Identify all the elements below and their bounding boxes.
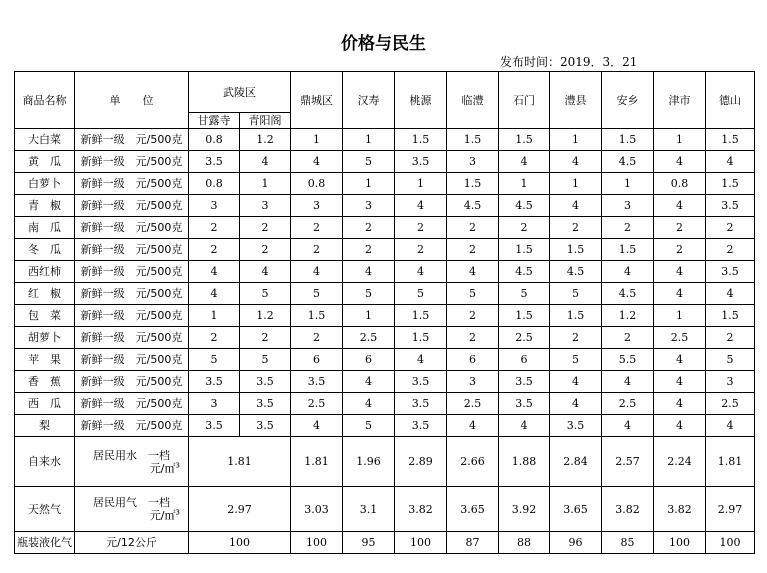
price-cell: 5 (343, 151, 395, 173)
price-cell: 4 (447, 415, 499, 437)
price-cell: 2 (447, 327, 499, 349)
price-cell: 87 (447, 532, 499, 554)
header-region: 临澧 (447, 72, 499, 129)
price-cell: 4.5 (550, 261, 602, 283)
price-cell: 2 (240, 239, 291, 261)
price-cell: 1 (343, 305, 395, 327)
price-cell: 3.5 (395, 415, 447, 437)
price-cell: 1 (550, 173, 602, 195)
header-sub-qingyangge: 青阳阁 (240, 113, 291, 129)
price-cell: 2 (499, 217, 550, 239)
unit-line (75, 462, 188, 475)
price-cell: 3.5 (189, 415, 240, 437)
price-cell: 2 (291, 327, 343, 349)
unit-cell: 新鲜一级 元/500克 (75, 305, 189, 327)
price-cell: 4.5 (499, 195, 550, 217)
table-row (15, 217, 755, 239)
price-cell: 4 (395, 261, 447, 283)
price-cell: 3.1 (343, 487, 395, 532)
unit-cell: 新鲜一级 元/500克 (75, 393, 189, 415)
price-cell: 3 (291, 195, 343, 217)
table-row (15, 487, 755, 532)
price-cell: 1.5 (499, 129, 550, 151)
price-cell: 4 (654, 195, 706, 217)
price-cell: 2 (602, 217, 654, 239)
unit-cell: 新鲜一级 元/500克 (75, 151, 189, 173)
product-name: 自来水 (15, 437, 75, 487)
price-cell: 2 (240, 217, 291, 239)
price-cell: 1.5 (706, 129, 755, 151)
price-table-body (15, 72, 755, 554)
price-cell: 2.57 (602, 437, 654, 487)
price-cell: 5 (189, 349, 240, 371)
price-cell: 4 (550, 393, 602, 415)
unit-cell: 新鲜一级 元/500克 (75, 217, 189, 239)
price-cell: 2 (343, 217, 395, 239)
price-cell: 4 (654, 415, 706, 437)
price-cell: 1 (343, 129, 395, 151)
table-row (15, 327, 755, 349)
unit-cell: 新鲜一级 元/500克 (75, 371, 189, 393)
product-name: 瓶装液化气 (15, 532, 75, 554)
unit-cell: 新鲜一级 元/500克 (75, 327, 189, 349)
price-cell: 1.96 (343, 437, 395, 487)
price-cell: 1.5 (395, 327, 447, 349)
product-name: 红 椒 (15, 283, 75, 305)
header-region: 鼎城区 (291, 72, 343, 129)
price-cell: 6 (447, 349, 499, 371)
price-cell: 1 (550, 129, 602, 151)
price-cell: 1 (343, 173, 395, 195)
product-name: 西 瓜 (15, 393, 75, 415)
price-cell: 85 (602, 532, 654, 554)
price-cell: 4.5 (499, 261, 550, 283)
price-cell: 1 (654, 305, 706, 327)
price-cell: 2.5 (343, 327, 395, 349)
price-cell: 3.5 (291, 371, 343, 393)
price-cell: 3 (447, 151, 499, 173)
product-name: 南 瓜 (15, 217, 75, 239)
table-row (15, 239, 755, 261)
price-cell: 5 (550, 283, 602, 305)
table-row (15, 415, 755, 437)
header-product: 商品名称 (15, 72, 75, 129)
unit-cell: 新鲜一级 元/500克 (75, 173, 189, 195)
price-cell: 96 (550, 532, 602, 554)
price-cell: 4 (654, 371, 706, 393)
price-cell: 4 (550, 371, 602, 393)
price-cell: 88 (499, 532, 550, 554)
price-cell: 100 (291, 532, 343, 554)
price-cell: 5 (240, 283, 291, 305)
table-row (15, 173, 755, 195)
header-sub-ganlusi: 甘露寺 (189, 113, 240, 129)
price-cell: 1 (240, 173, 291, 195)
price-cell: 1.5 (499, 305, 550, 327)
price-cell: 1.5 (395, 129, 447, 151)
unit-cell: 新鲜一级 元/500克 (75, 415, 189, 437)
product-name: 香 蕉 (15, 371, 75, 393)
price-cell: 4 (291, 261, 343, 283)
price-cell: 2 (189, 217, 240, 239)
price-cell: 4 (550, 151, 602, 173)
price-cell: 3.82 (395, 487, 447, 532)
price-cell: 3 (706, 371, 755, 393)
price-cell: 4 (602, 261, 654, 283)
price-cell: 3.5 (189, 371, 240, 393)
unit-text: 元/㎡ (149, 509, 176, 522)
price-cell: 5 (240, 349, 291, 371)
table-row (15, 305, 755, 327)
price-cell: 2 (447, 239, 499, 261)
table-row (15, 195, 755, 217)
unit-cell: 新鲜一级 元/500克 (75, 283, 189, 305)
price-cell: 4 (654, 283, 706, 305)
price-cell: 5.5 (602, 349, 654, 371)
product-name: 黄 瓜 (15, 151, 75, 173)
price-cell: 4 (654, 261, 706, 283)
price-cell: 3 (189, 393, 240, 415)
price-cell: 2 (343, 239, 395, 261)
price-cell: 2 (189, 239, 240, 261)
price-cell: 1.5 (447, 129, 499, 151)
price-cell: 3.5 (706, 261, 755, 283)
price-cell: 6 (291, 349, 343, 371)
price-cell: 3.65 (550, 487, 602, 532)
price-cell: 4 (343, 261, 395, 283)
price-cell: 0.8 (654, 173, 706, 195)
unit-superscript: 3 (175, 460, 180, 469)
price-cell: 3 (602, 195, 654, 217)
price-cell: 2 (395, 217, 447, 239)
price-cell: 1 (654, 129, 706, 151)
price-cell: 2.97 (189, 487, 291, 532)
price-cell: 2.5 (447, 393, 499, 415)
price-cell: 3.65 (447, 487, 499, 532)
product-name: 苹 果 (15, 349, 75, 371)
price-cell: 1.5 (395, 305, 447, 327)
price-cell: 100 (706, 532, 755, 554)
price-cell: 5 (343, 283, 395, 305)
price-cell: 3.5 (499, 393, 550, 415)
price-cell: 4 (395, 349, 447, 371)
table-row (15, 129, 755, 151)
product-name: 梨 (15, 415, 75, 437)
price-cell: 1.2 (602, 305, 654, 327)
price-cell: 3.5 (240, 393, 291, 415)
price-cell: 2 (602, 327, 654, 349)
price-cell: 2 (447, 217, 499, 239)
price-cell: 100 (189, 532, 291, 554)
table-row (15, 151, 755, 173)
price-cell: 3.92 (499, 487, 550, 532)
price-cell: 3.82 (654, 487, 706, 532)
price-cell: 3 (343, 195, 395, 217)
price-cell: 5 (499, 283, 550, 305)
price-cell: 5 (291, 283, 343, 305)
price-cell: 4 (343, 393, 395, 415)
unit-cell: 新鲜一级 元/500克 (75, 261, 189, 283)
price-cell: 1 (395, 173, 447, 195)
table-row (15, 371, 755, 393)
price-cell: 2 (550, 327, 602, 349)
price-cell: 1.5 (706, 173, 755, 195)
price-cell: 1 (291, 129, 343, 151)
price-cell: 4 (706, 151, 755, 173)
price-cell: 2 (706, 239, 755, 261)
page-title: 价格与民生 (341, 34, 426, 54)
price-cell: 100 (395, 532, 447, 554)
price-cell: 4 (291, 415, 343, 437)
product-name: 西红柿 (15, 261, 75, 283)
price-cell: 0.8 (189, 173, 240, 195)
product-name: 大白菜 (15, 129, 75, 151)
header-region: 桃源 (395, 72, 447, 129)
unit-cell (75, 487, 189, 532)
price-cell: 3.5 (706, 195, 755, 217)
price-cell: 2 (550, 217, 602, 239)
unit-line: 居民用水 一档 (93, 448, 170, 462)
unit-cell: 新鲜一级 元/500克 (75, 349, 189, 371)
table-row (15, 437, 755, 487)
price-cell: 2.84 (550, 437, 602, 487)
price-cell: 3.5 (240, 371, 291, 393)
product-name: 冬 瓜 (15, 239, 75, 261)
price-cell: 95 (343, 532, 395, 554)
price-cell: 4 (499, 415, 550, 437)
product-name: 青 椒 (15, 195, 75, 217)
price-cell: 4 (189, 261, 240, 283)
price-cell: 4 (291, 151, 343, 173)
unit-superscript: 3 (175, 508, 180, 517)
price-cell: 4.5 (602, 151, 654, 173)
price-cell: 1.2 (240, 129, 291, 151)
price-cell: 6 (499, 349, 550, 371)
unit-line: 居民用气 一档 (93, 496, 170, 509)
price-cell: 3.03 (291, 487, 343, 532)
product-name: 包 菜 (15, 305, 75, 327)
price-cell: 1.5 (706, 305, 755, 327)
header-region: 澧县 (550, 72, 602, 129)
header-region: 安乡 (602, 72, 654, 129)
price-table (14, 71, 755, 554)
table-row (15, 261, 755, 283)
unit-line (75, 509, 188, 522)
price-cell: 2 (706, 327, 755, 349)
unit-cell: 元/12公斤 (75, 532, 189, 554)
price-cell: 4 (447, 261, 499, 283)
price-cell: 2 (291, 239, 343, 261)
price-cell: 1.5 (499, 239, 550, 261)
price-cell: 2 (291, 217, 343, 239)
price-cell: 1.5 (602, 239, 654, 261)
product-name: 胡萝卜 (15, 327, 75, 349)
price-cell: 4 (499, 151, 550, 173)
price-cell: 5 (395, 283, 447, 305)
product-name: 天然气 (15, 487, 75, 532)
price-cell: 2 (447, 305, 499, 327)
table-row (15, 393, 755, 415)
price-cell: 3.5 (189, 151, 240, 173)
price-cell: 4.5 (602, 283, 654, 305)
price-cell: 1.81 (706, 437, 755, 487)
price-cell: 6 (343, 349, 395, 371)
price-cell: 1.5 (602, 129, 654, 151)
price-cell: 3.5 (395, 393, 447, 415)
price-cell: 1.5 (291, 305, 343, 327)
price-cell: 4 (395, 195, 447, 217)
price-cell: 4 (706, 415, 755, 437)
price-cell: 2 (654, 239, 706, 261)
price-cell: 1.81 (291, 437, 343, 487)
price-cell: 3 (189, 195, 240, 217)
price-cell: 1.2 (240, 305, 291, 327)
price-cell: 4 (550, 195, 602, 217)
price-cell: 5 (706, 349, 755, 371)
price-cell: 2.5 (706, 393, 755, 415)
price-cell: 0.8 (291, 173, 343, 195)
price-cell: 3.5 (395, 371, 447, 393)
price-cell: 2 (654, 217, 706, 239)
publish-date: 发布时间：2019．3．21 (500, 55, 638, 69)
price-cell: 3.82 (602, 487, 654, 532)
price-cell: 2.5 (499, 327, 550, 349)
unit-cell: 新鲜一级 元/500克 (75, 239, 189, 261)
unit-text: 元/㎡ (149, 461, 176, 475)
price-cell: 2.5 (291, 393, 343, 415)
price-cell: 2.66 (447, 437, 499, 487)
price-cell: 3.5 (240, 415, 291, 437)
price-cell: 1.5 (550, 305, 602, 327)
price-cell: 2 (395, 239, 447, 261)
price-cell: 4 (654, 151, 706, 173)
price-cell: 1 (189, 305, 240, 327)
price-cell: 2.97 (706, 487, 755, 532)
price-cell: 4 (602, 415, 654, 437)
price-cell: 4 (654, 393, 706, 415)
price-cell: 5 (550, 349, 602, 371)
price-cell: 1.81 (189, 437, 291, 487)
price-cell: 5 (447, 283, 499, 305)
header-region: 石门 (499, 72, 550, 129)
price-cell: 2.24 (654, 437, 706, 487)
price-cell: 3 (447, 371, 499, 393)
price-cell: 2.5 (602, 393, 654, 415)
price-cell: 4 (654, 349, 706, 371)
price-cell: 1.88 (499, 437, 550, 487)
price-cell: 1 (602, 173, 654, 195)
price-cell: 4 (602, 371, 654, 393)
price-cell: 2.89 (395, 437, 447, 487)
price-cell: 3.5 (550, 415, 602, 437)
price-cell: 4 (343, 371, 395, 393)
price-cell: 100 (654, 532, 706, 554)
price-cell: 4 (240, 261, 291, 283)
header-region: 德山 (706, 72, 755, 129)
price-cell: 3.5 (499, 371, 550, 393)
price-cell: 2.5 (654, 327, 706, 349)
price-cell: 4 (240, 151, 291, 173)
price-cell: 1.5 (447, 173, 499, 195)
header-row (15, 72, 755, 113)
price-cell: 4 (189, 283, 240, 305)
header-region: 汉寿 (343, 72, 395, 129)
table-row (15, 283, 755, 305)
header-wuling: 武陵区 (189, 72, 291, 113)
product-name: 白萝卜 (15, 173, 75, 195)
price-cell: 2 (706, 217, 755, 239)
price-cell: 3 (240, 195, 291, 217)
header-unit: 单 位 (75, 72, 189, 129)
price-cell: 5 (343, 415, 395, 437)
price-cell: 2 (189, 327, 240, 349)
price-cell: 4 (706, 283, 755, 305)
unit-cell (75, 437, 189, 487)
price-cell: 0.8 (189, 129, 240, 151)
price-cell: 4.5 (447, 195, 499, 217)
table-row (15, 349, 755, 371)
price-cell: 2 (240, 327, 291, 349)
price-cell: 3.5 (395, 151, 447, 173)
unit-cell: 新鲜一级 元/500克 (75, 195, 189, 217)
table-row (15, 532, 755, 554)
price-cell: 1 (499, 173, 550, 195)
unit-cell: 新鲜一级 元/500克 (75, 129, 189, 151)
price-cell: 1.5 (550, 239, 602, 261)
header-region: 津市 (654, 72, 706, 129)
